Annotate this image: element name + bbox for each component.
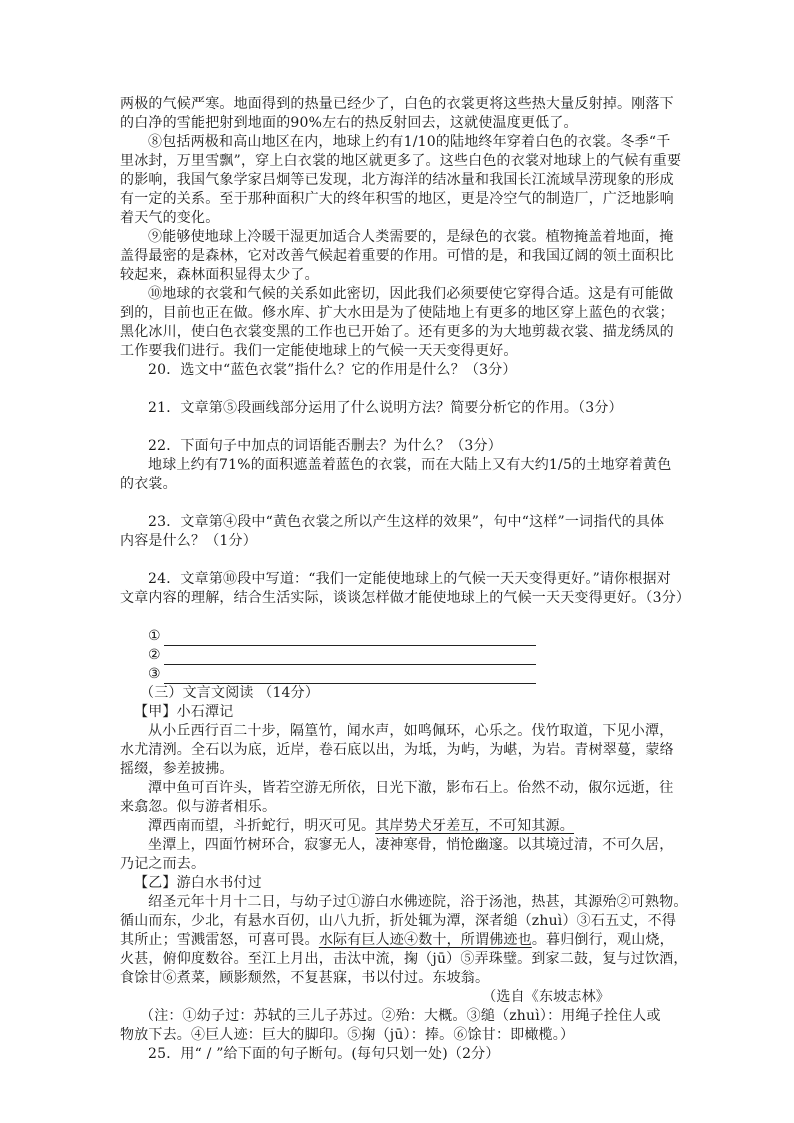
text-line: 乃记之而去。 (120, 856, 206, 872)
paragraph-9: ⑨能够使地球上冷暖干湿更加适合人类需要的，是绿色的衣裳。植物掩盖着地面，掩 (148, 229, 674, 245)
text-span: 。暮归倒行，观山烧， (531, 932, 674, 948)
text-line: 有一定的关系。至于那种面积广大的终年积雪的地区，更是冷空气的制造厂，广泛地影响 (120, 191, 674, 207)
question-23: 23．文章第④段中“黄色衣裳之所以产生这样的效果”，句中“这样”一词指代的具体 (148, 514, 665, 530)
question-20: 20．选文中“蓝色衣裳”指什么？它的作用是什么？（3分） (148, 362, 517, 378)
annotation: （注：①幼子过：苏轼的三儿子苏过。②殆：大概。③缒（zhuì）：用绳子拴住人或 (140, 1008, 661, 1024)
text-line: 里冰封，万里雪飘”，穿上白衣裳的地区就更多了。这些白色的衣裳对地球上的气候有重要 (120, 153, 682, 169)
blank-line[interactable] (164, 669, 536, 684)
question-25: 25．用“ / ”给下面的句子断句。(每句只划一处)（2分） (148, 1046, 500, 1062)
paragraph-10: ⑩地球的衣裳和气候的关系如此密切，因此我们必须要使它穿得合适。这是有可能做 (148, 286, 674, 302)
text-line: 的白净的雪能把射到地面的90%左右的热反射回去，这就使温度更低了。 (120, 115, 578, 131)
answer-number: ① (148, 628, 161, 644)
text-line: 摇缀，参差披拂。 (120, 761, 234, 777)
text-line: 潭中鱼可百许头，皆若空游无所依，日光下澈，影布石上。佁然不动，俶尔远逝，往 (148, 780, 674, 796)
text-line: 黑化冰川，使白色衣裳变黑的工作也已开始了。还有更多的为大地剪裁衣裳、描龙绣凤的 (120, 324, 674, 340)
text-span: 潭西南而望，斗折蛇行，明灭可见。 (148, 818, 376, 834)
text-span: 其所止；雪溅雷怒，可喜可畏。 (120, 932, 319, 948)
answer-number: ③ (148, 666, 161, 682)
exam-page (120, 95, 691, 1064)
text-line: 坐潭上，四面竹树环合，寂寥无人，凄神寒骨，悄怆幽邃。以其境过清，不可久居， (148, 837, 674, 853)
text-line (120, 817, 680, 836)
text-line: 较起来，森林面积显得太少了。 (120, 267, 319, 283)
question-22-sentence: 地球上约有71%的面积遮盖着蓝色的衣裳，而在大陆上又有大约1/5的土地穿着黄色 (148, 457, 672, 473)
text-line: 从小丘西行百二十步，隔篁竹，闻水声，如鸣佩环，心乐之。伐竹取道，下见小潭， (148, 723, 674, 739)
text-line: 绍圣元年十月十二日，与幼子过①游白水佛迹院，浴于汤池，热甚，其源殆②可熟物。 (148, 894, 688, 910)
text-line: 循山而东，少北，有悬水百仞，山八九折，折处辄为潭，深者缒（zhuì）③石五丈，不得 (120, 913, 677, 929)
underlined-text: 水际有巨人迹④数十，所谓佛迹也 (318, 932, 532, 948)
source-note: （选自《东坡志林》 (482, 989, 610, 1005)
question-21: 21．文章第⑤段画线部分运用了什么说明方法？简要分析它的作用。（3分） (148, 400, 623, 416)
blank-line[interactable] (164, 631, 536, 646)
text-line: 着天气的变化。 (120, 210, 220, 226)
text-line: 文章内容的理解，结合生活实际，谈谈怎样做才能使地球上的气候一天天变得更好。（3分） (120, 590, 691, 606)
text-line: 火甚，俯仰度数谷。至江上月出，击汰中流，掬（jū）⑤弄珠璧。到家二鼓，复与过饮酒， (120, 951, 688, 967)
text-line: 两极的气候严寒。地面得到的热量已经少了，白色的衣裳更将这些热大量反射掉。刚落下 (120, 96, 674, 112)
answer-line-2[interactable] (120, 646, 680, 665)
text-line: 的影响，我国气象学家吕炯等已发现，北方海洋的结冰量和我国长江流域旱涝现象的形成 (120, 172, 674, 188)
section-title: （三）文言文阅读 （14分） (140, 685, 320, 701)
annotation: 物放下去。④巨人迹：巨大的脚印。⑤掬（jū）：捧。⑥馀甘：即橄榄。） (120, 1027, 575, 1043)
text-line: 盖得最密的是森林，它对改善气候起着重要的作用。可惜的是，和我国辽阔的领土面积比 (120, 248, 674, 264)
text-line: 工作要我们进行。我们一定能使地球上的气候一天天变得更好。 (120, 343, 518, 359)
question-24: 24．文章第⑩段中写道：“我们一定能使地球上的气候一天天变得更好。”请你根据对 (148, 571, 671, 587)
text-line: 水尤清洌。全石以为底，近岸，卷石底以出，为坻，为屿，为嵁，为岩。青树翠蔓，蒙络 (120, 742, 674, 758)
text-line: 食馀甘⑥煮菜，顾影颓然，不复甚寐，书以付过。东坡翁。 (120, 970, 490, 986)
underlined-text: 其岸势犬牙差互，不可知其源。 (375, 818, 575, 834)
text-line: 的衣裳。 (120, 476, 177, 492)
answer-number: ② (148, 647, 161, 663)
passage-a-title: 【甲】小石潭记 (134, 704, 234, 720)
text-line (120, 931, 680, 950)
answer-line-1[interactable] (120, 627, 680, 646)
paragraph-8: ⑧包括两极和高山地区在内，地球上约有1/10的陆地终年穿着白色的衣裳。冬季“千 (148, 134, 671, 150)
text-line: 内容是什么？（1分） (120, 533, 257, 549)
text-line: 来翕忽。似与游者相乐。 (120, 799, 277, 815)
text-line: 到的，目前也正在做。修水库、扩大水田是为了使陆地上有更多的地区穿上蓝色的衣裳； (120, 305, 674, 321)
blank-line[interactable] (164, 650, 536, 665)
answer-line-3[interactable] (120, 665, 680, 684)
question-22: 22．下面句子中加点的词语能否删去？为什么？（3分） (148, 438, 502, 454)
passage-b-title: 【乙】游白水书付过 (134, 875, 262, 891)
